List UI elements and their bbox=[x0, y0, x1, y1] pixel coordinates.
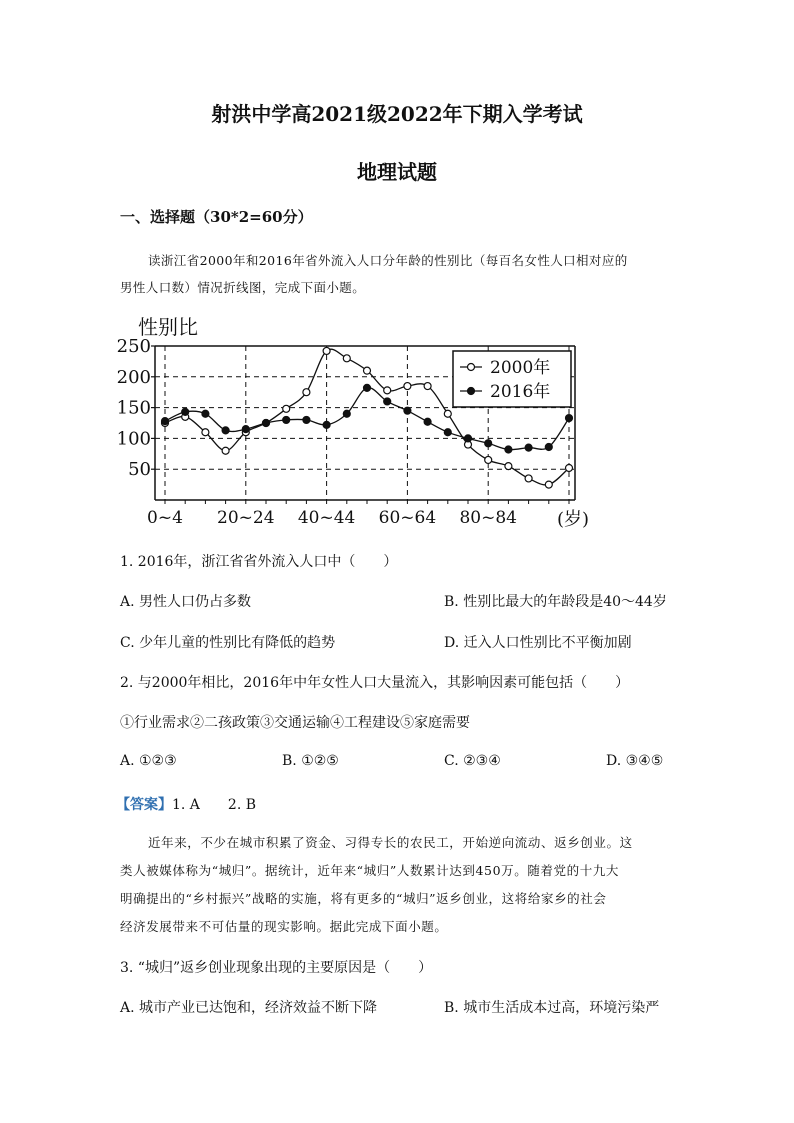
q1-stem: 1. 2016年，浙江省省外流入人口中（ ） bbox=[120, 554, 398, 570]
data-point-2000 bbox=[222, 447, 229, 454]
group2-line-2: 类人被媒体称为“城归”。据统计，近年来“城归”人数累计达到450万。随着党的十九大 bbox=[120, 863, 620, 878]
data-point-2016 bbox=[263, 420, 270, 427]
data-point-2000 bbox=[444, 410, 451, 417]
intro-line-2: 男性人口数）情况折线图，完成下面小题。 bbox=[120, 280, 366, 295]
q3-stem: 3. “城归”返乡创业现象出现的主要原因是（ ） bbox=[120, 960, 433, 976]
y-tick-label: 150 bbox=[116, 397, 151, 419]
q2-option-a: A. ①②③ bbox=[120, 753, 177, 769]
intro-line-1: 读浙江省2000年和2016年省外流入人口分年龄的性别比（每百名女性人口相对应的 bbox=[148, 253, 628, 268]
q2-option-b: B. ①②⑤ bbox=[282, 753, 339, 769]
data-point-2000 bbox=[485, 456, 492, 463]
sex-ratio-line-chart bbox=[110, 308, 600, 533]
data-point-2016 bbox=[283, 416, 290, 423]
x-tick-label: 40~44 bbox=[297, 508, 356, 528]
data-point-2016 bbox=[343, 410, 350, 417]
x-tick-label: 80~84 bbox=[459, 508, 517, 528]
x-tick-label: 0~4 bbox=[147, 508, 183, 528]
data-point-2016 bbox=[424, 418, 431, 425]
q1-option-b: B. 性别比最大的年龄段是40～44岁 bbox=[444, 594, 667, 610]
data-point-2016 bbox=[222, 427, 229, 434]
data-point-2000 bbox=[566, 464, 573, 471]
data-point-2000 bbox=[283, 405, 290, 412]
answer-line bbox=[116, 794, 256, 814]
q3-option-a: A. 城市产业已达饱和，经济效益不断下降 bbox=[120, 1000, 378, 1016]
y-tick-label: 50 bbox=[128, 459, 151, 481]
legend-label-2016: 2016年 bbox=[490, 382, 551, 402]
data-point-2016 bbox=[303, 416, 310, 423]
data-point-2016 bbox=[404, 407, 411, 414]
group2-line-3: 明确提出的“乡村振兴”战略的实施，将有更多的“城归”返乡创业，这将给家乡的社会 bbox=[120, 891, 607, 906]
y-tick-label: 200 bbox=[116, 366, 151, 388]
data-point-2016 bbox=[202, 410, 209, 417]
data-point-2016 bbox=[242, 426, 249, 433]
exam-title: 射洪中学高2021级2022年下期入学考试 bbox=[211, 102, 583, 126]
data-point-2016 bbox=[465, 435, 472, 442]
y-tick-label: 250 bbox=[116, 336, 151, 357]
data-point-2016 bbox=[323, 421, 330, 428]
x-axis-unit-label: (岁) bbox=[557, 509, 590, 530]
q3-option-b: B. 城市生活成本过高，环境污染严 bbox=[444, 1000, 660, 1016]
legend-marker-2016 bbox=[468, 388, 475, 395]
data-point-2000 bbox=[202, 429, 209, 436]
data-point-2000 bbox=[384, 387, 391, 394]
q2-stem: 2. 与2000年相比，2016年中年女性人口大量流入，其影响因素可能包括（ ） bbox=[120, 675, 630, 691]
q2-option-d: D. ③④⑤ bbox=[606, 753, 664, 769]
q2-items: ①行业需求②二孩政策③交通运输④工程建设⑤家庭需要 bbox=[120, 715, 470, 731]
answer-text: 1. A 2. B bbox=[172, 797, 257, 813]
data-point-2016 bbox=[505, 446, 512, 453]
data-point-2016 bbox=[545, 444, 552, 451]
data-point-2000 bbox=[404, 383, 411, 390]
data-point-2016 bbox=[364, 384, 371, 391]
q1-option-a: A. 男性人口仍占多数 bbox=[120, 594, 252, 610]
data-point-2016 bbox=[384, 398, 391, 405]
data-point-2016 bbox=[162, 418, 169, 425]
group2-line-1: 近年来，不少在城市积累了资金、习得专长的农民工，开始逆向流动、返乡创业。这 bbox=[148, 835, 633, 850]
data-point-2000 bbox=[505, 463, 512, 470]
x-tick-label: 60~64 bbox=[378, 508, 437, 528]
group2-line-4: 经济发展带来不可估量的现实影响。据此完成下面小题。 bbox=[120, 919, 448, 934]
exam-subtitle: 地理试题 bbox=[357, 160, 437, 184]
data-point-2000 bbox=[323, 347, 330, 354]
x-tick-label: 20~24 bbox=[217, 508, 275, 528]
data-point-2016 bbox=[182, 408, 189, 415]
section-heading: 一、选择题（30*2=60分） bbox=[120, 208, 313, 226]
answer-label: 【答案】 bbox=[116, 797, 172, 813]
q2-option-c: C. ②③④ bbox=[444, 753, 501, 769]
data-point-2000 bbox=[424, 383, 431, 390]
data-point-2016 bbox=[566, 415, 573, 422]
data-point-2000 bbox=[343, 355, 350, 362]
data-point-2016 bbox=[485, 440, 492, 447]
q1-option-c: C. 少年儿童的性别比有降低的趋势 bbox=[120, 635, 336, 651]
data-point-2000 bbox=[303, 389, 310, 396]
data-point-2000 bbox=[364, 367, 371, 374]
data-point-2000 bbox=[525, 475, 532, 482]
data-point-2016 bbox=[525, 444, 532, 451]
data-point-2000 bbox=[545, 481, 552, 488]
y-tick-label: 100 bbox=[116, 428, 151, 450]
chart-legend bbox=[453, 351, 571, 407]
data-point-2016 bbox=[444, 429, 451, 436]
legend-label-2000: 2000年 bbox=[490, 358, 551, 378]
y-axis-label: 性别比 bbox=[138, 315, 198, 339]
legend-marker-2000 bbox=[468, 364, 475, 371]
q1-option-d: D. 迁入人口性别比不平衡加剧 bbox=[444, 635, 632, 651]
